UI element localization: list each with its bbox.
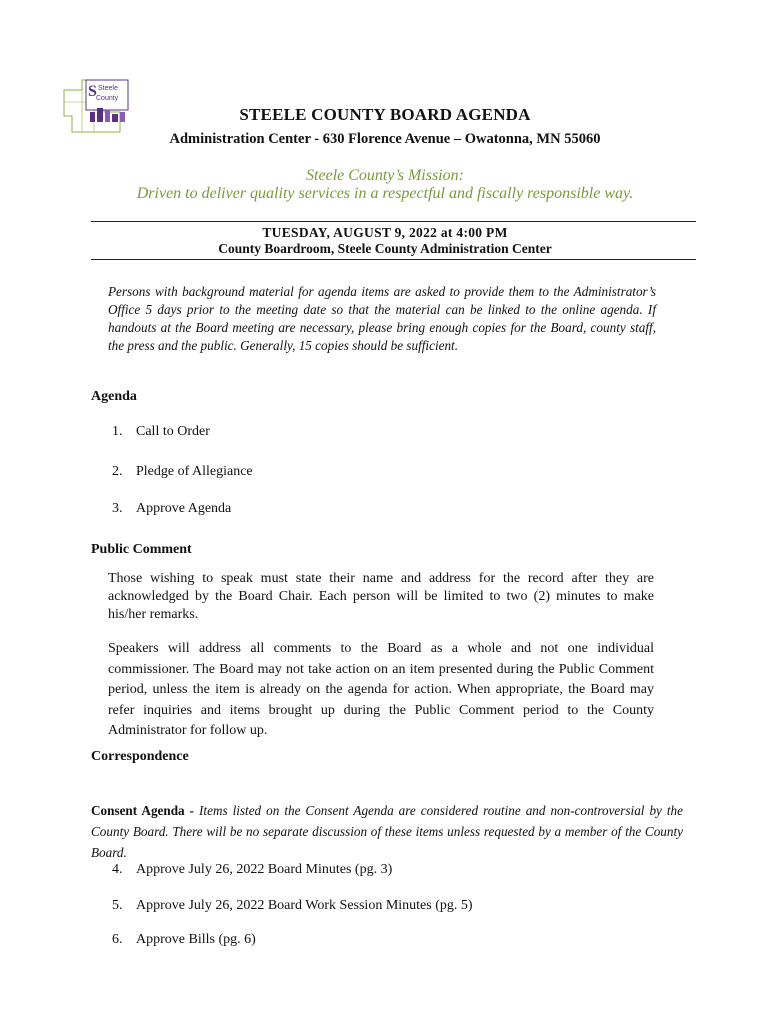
- consent-item-label: Approve July 26, 2022 Board Work Session Minutes (pg. 5): [136, 898, 473, 913]
- consent-agenda-intro: [91, 800, 683, 863]
- agenda-item: [112, 464, 253, 480]
- agenda-item-number: 2.: [112, 464, 123, 479]
- page-title: STEELE COUNTY BOARD AGENDA: [239, 105, 531, 124]
- agenda-item: [112, 501, 231, 517]
- public-comment-paragraph-2: Speakers will address all comments to the Board as a whole and not one individual commissioner. The Board may not take action on an item presented during the Public Comment period, unless the item is already on the agenda for action. When appropriate, the Board may refer inquiries and items brought up during the Public Comment period to the County Administrator for follow up.: [108, 641, 654, 738]
- agenda-item: [112, 424, 210, 440]
- consent-item-label: Approve July 26, 2022 Board Minutes (pg. 3): [136, 862, 393, 877]
- consent-item-number: 5.: [112, 898, 123, 913]
- consent-item-label: Approve Bills (pg. 6): [136, 932, 256, 947]
- agenda-heading: Agenda: [91, 389, 137, 404]
- agenda-item-label: Call to Order: [136, 424, 210, 439]
- agenda-item-label: Approve Agenda: [136, 501, 232, 516]
- divider-bottom: [91, 259, 696, 260]
- county-map-logo-icon: [60, 72, 132, 136]
- meeting-location: County Boardroom, Steele County Administration Center: [218, 241, 552, 256]
- consent-agenda-description: Items listed on the Consent Agenda are considered routine and non-controversial by the County Board. There will be no separate discussion of these items unless requested by a member of the County Board.: [91, 803, 683, 860]
- logo-text-steele: Steele: [98, 85, 118, 92]
- mission-label: Steele County’s Mission:: [306, 167, 464, 184]
- consent-item: [112, 898, 473, 914]
- agenda-item-number: 3.: [112, 501, 123, 516]
- agenda-item-number: 1.: [112, 424, 123, 439]
- background-material-notice: Persons with background material for agenda items are asked to provide them to the Administrator’s Office 5 days prior to the meeting date so that the material can be linked to the online agenda. If handouts at the Board meeting are necessary, please bring enough copies for the Board, county staff, the press and the public. Generally, 15 copies should be sufficient.: [108, 284, 656, 353]
- consent-agenda-heading: Consent Agenda -: [91, 803, 200, 818]
- public-comment-heading: Public Comment: [91, 542, 192, 557]
- consent-item: [112, 932, 256, 948]
- svg-text:S: S: [88, 83, 97, 100]
- address-line: Administration Center - 630 Florence Avenue – Owatonna, MN 55060: [169, 131, 601, 147]
- public-comment-paragraph-1: Those wishing to speak must state their name and address for the record after they are acknowledged by the Board Chair. Each person will be limited to two (2) minutes to make his/her remarks.: [108, 571, 654, 622]
- agenda-item-label: Pledge of Allegiance: [136, 464, 253, 479]
- correspondence-heading: Correspondence: [91, 749, 189, 764]
- meeting-datetime: TUESDAY, AUGUST 9, 2022 at 4:00 PM: [262, 225, 508, 240]
- logo-text-county: County: [96, 95, 119, 102]
- consent-item-number: 4.: [112, 862, 123, 877]
- consent-item: [112, 862, 392, 878]
- steele-county-logo: [60, 72, 132, 136]
- consent-item-number: 6.: [112, 932, 123, 947]
- mission-text: Driven to deliver quality services in a respectful and fiscally responsible way.: [136, 185, 634, 202]
- divider-top: [91, 221, 696, 222]
